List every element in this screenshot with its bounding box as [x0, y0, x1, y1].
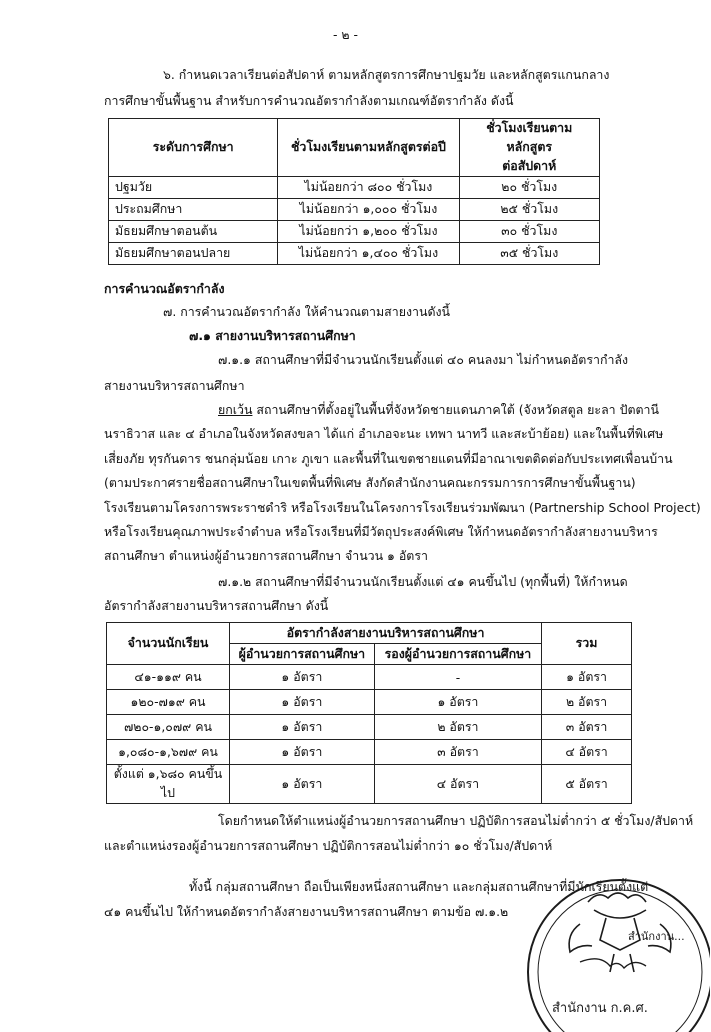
- header-hours-per-week-line-1: ชั่วโมงเรียนตามหลักสูตร: [486, 120, 573, 154]
- cell-hours-week: ๒๕ ชั่วโมง: [459, 199, 599, 221]
- table-row: [109, 177, 600, 199]
- header-director: ผู้อำนวยการสถานศึกษา: [229, 644, 374, 665]
- section-7-1-2-line-2: อัตรากำลังสายงานบริหารสถานศึกษา ดังนี้: [104, 598, 329, 613]
- exception-label: ยกเว้น: [218, 402, 253, 417]
- table-header-row: [107, 623, 632, 644]
- cell-deputy: ๒ อัตรา: [374, 715, 541, 740]
- group-line-1: ทั้งนี้ กลุ่มสถานศึกษา ถือเป็นเพียงหนึ่งสถานศึกษา และกลุ่มสถานศึกษาที่มีนักเรียนตั้งแต่: [189, 879, 649, 894]
- header-total: รวม: [542, 623, 632, 665]
- table-row: [107, 765, 632, 804]
- header-education-level: ระดับการศึกษา: [109, 119, 278, 177]
- exception-line-1-text: สถานศึกษาที่ตั้งอยู่ในพื้นที่จังหวัดชายแดนภาคใต้ (จังหวัดสตูล ยะลา ปัตตานี: [252, 402, 659, 417]
- cell-level: ปฐมวัย: [109, 177, 278, 199]
- exception-line-2: นราธิวาส และ ๔ อำเภอในจังหวัดสงขลา ได้แก่ อำเภอจะนะ เทพา นาทวี และสะบ้าย้อย) และในพื้นที่พิเศษ: [104, 426, 664, 441]
- section-7-1-1-line-1: ๗.๑.๑ สถานศึกษาที่มีจำนวนนักเรียนตั้งแต่ ๔๐ คนลงมา ไม่กำหนดอัตรากำลัง: [218, 352, 629, 367]
- cell-hours-week: ๓๐ ชั่วโมง: [459, 221, 599, 243]
- cell-total: ๑ อัตรา: [542, 665, 632, 690]
- cell-students: ๑,๐๘๐-๑,๖๗๙ คน: [107, 740, 230, 765]
- cell-level: ประถมศึกษา: [109, 199, 278, 221]
- cell-total: ๓ อัตรา: [542, 715, 632, 740]
- table-row: [107, 690, 632, 715]
- table-header-row: [109, 119, 600, 177]
- admin-staffing-table: [106, 622, 632, 804]
- header-hours-per-year: ชั่วโมงเรียนตามหลักสูตรต่อปี: [278, 119, 459, 177]
- calculation-heading: การคำนวณอัตรากำลัง: [104, 281, 225, 296]
- table-row: [109, 221, 600, 243]
- table-row: [109, 199, 600, 221]
- cell-deputy: ๓ อัตรา: [374, 740, 541, 765]
- seal-text-top: สำนักงาน...: [628, 930, 685, 943]
- section-7-1-1-line-2: สายงานบริหารสถานศึกษา: [104, 378, 245, 393]
- cell-hours-week: ๒๐ ชั่วโมง: [459, 177, 599, 199]
- cell-director: ๑ อัตรา: [229, 765, 374, 804]
- header-hours-per-week-line-2: ต่อสัปดาห์: [502, 158, 557, 173]
- section-7-1-2-line-1: ๗.๑.๒ สถานศึกษาที่มีจำนวนนักเรียนตั้งแต่ ๔๑ คนขึ้นไป (ทุกพื้นที่) ให้กำหนด: [218, 574, 628, 589]
- table-row: [109, 243, 600, 265]
- exception-line-5: โรงเรียนตามโครงการพระราชดำริ หรือโรงเรียนในโครงการโรงเรียนร่วมพัฒนา (Partnership School Project): [104, 500, 701, 515]
- cell-total: ๔ อัตรา: [542, 740, 632, 765]
- header-deputy-director: รองผู้อำนวยการสถานศึกษา: [374, 644, 541, 665]
- seal-text-bottom: สำนักงาน ก.ค.ศ.: [552, 1001, 648, 1016]
- table-row: [107, 665, 632, 690]
- cell-students: ตั้งแต่ ๑,๖๘๐ คนขึ้นไป: [107, 765, 230, 804]
- cell-students: ๔๑-๑๑๙ คน: [107, 665, 230, 690]
- exception-line-6: หรือโรงเรียนคุณภาพประจำตำบล หรือโรงเรียนที่มีวัตถุประสงค์พิเศษ ให้กำหนดอัตรากำลังสายงานบริหาร: [104, 524, 658, 539]
- cell-deputy: ๑ อัตรา: [374, 690, 541, 715]
- cell-director: ๑ อัตรา: [229, 665, 374, 690]
- cell-hours-year: ไม่น้อยกว่า ๑,๐๐๐ ชั่วโมง: [278, 199, 459, 221]
- cell-level: มัธยมศึกษาตอนปลาย: [109, 243, 278, 265]
- cell-deputy: -: [374, 665, 541, 690]
- cell-total: ๒ อัตรา: [542, 690, 632, 715]
- cell-hours-year: ไม่น้อยกว่า ๑,๒๐๐ ชั่วโมง: [278, 221, 459, 243]
- cell-hours-year: ไม่น้อยกว่า ๑,๔๐๐ ชั่วโมง: [278, 243, 459, 265]
- table-row: [107, 715, 632, 740]
- section-7-1: ๗.๑ สายงานบริหารสถานศึกษา: [189, 328, 356, 343]
- section-7: ๗. การคำนวณอัตรากำลัง ให้คำนวณตามสายงานดังนี้: [163, 304, 451, 319]
- page-number: - ๒ -: [333, 27, 358, 42]
- header-staffing-group: อัตรากำลังสายงานบริหารสถานศึกษา: [229, 623, 541, 644]
- cell-students: ๗๒๐-๑,๐๗๙ คน: [107, 715, 230, 740]
- cell-director: ๑ อัตรา: [229, 740, 374, 765]
- teaching-hours-line-1: โดยกำหนดให้ตำแหน่งผู้อำนวยการสถานศึกษา ปฏิบัติการสอนไม่ต่ำกว่า ๕ ชั่วโมง/สัปดาห์: [218, 813, 694, 828]
- exception-line-7: สถานศึกษา ตำแหน่งผู้อำนวยการสถานศึกษา จำนวน ๑ อัตรา: [104, 548, 428, 563]
- group-line-2: ๔๑ คนขึ้นไป ให้กำหนดอัตรากำลังสายงานบริหารสถานศึกษา ตามข้อ ๗.๑.๒: [104, 904, 509, 919]
- cell-deputy: ๔ อัตรา: [374, 765, 541, 804]
- section-6-line-2: การศึกษาขั้นพื้นฐาน สำหรับการคำนวณอัตรากำลังตามเกณฑ์อัตรากำลัง ดังนี้: [104, 93, 514, 108]
- cell-hours-week: ๓๕ ชั่วโมง: [459, 243, 599, 265]
- exception-line-4: (ตามประกาศรายชื่อสถานศึกษาในเขตพื้นที่พิเศษ สังกัดสำนักงานคณะกรรมการการศึกษาขั้นพื้นฐาน): [104, 475, 636, 490]
- cell-hours-year: ไม่น้อยกว่า ๘๐๐ ชั่วโมง: [278, 177, 459, 199]
- table-row: [107, 740, 632, 765]
- exception-line-3: เสี่ยงภัย ทุรกันดาร ชนกลุ่มน้อย เกาะ ภูเขา และพื้นที่ในเขตชายแดนที่มีอาณาเขตติดต่อกับประเทศเพื่อนบ้าน: [104, 451, 673, 466]
- header-students: จำนวนนักเรียน: [107, 623, 230, 665]
- cell-total: ๕ อัตรา: [542, 765, 632, 804]
- cell-director: ๑ อัตรา: [229, 715, 374, 740]
- cell-director: ๑ อัตรา: [229, 690, 374, 715]
- official-seal: [510, 862, 710, 1032]
- cell-students: ๑๒๐-๗๑๙ คน: [107, 690, 230, 715]
- study-hours-table: [108, 118, 600, 265]
- exception-line-1: [218, 401, 659, 419]
- header-hours-per-week: [459, 119, 599, 177]
- teaching-hours-line-2: และตำแหน่งรองผู้อำนวยการสถานศึกษา ปฏิบัติการสอนไม่ต่ำกว่า ๑๐ ชั่วโมง/สัปดาห์: [104, 838, 553, 853]
- section-6-line-1: ๖. กำหนดเวลาเรียนต่อสัปดาห์ ตามหลักสูตรการศึกษาปฐมวัย และหลักสูตรแกนกลาง: [163, 67, 610, 82]
- cell-level: มัธยมศึกษาตอนต้น: [109, 221, 278, 243]
